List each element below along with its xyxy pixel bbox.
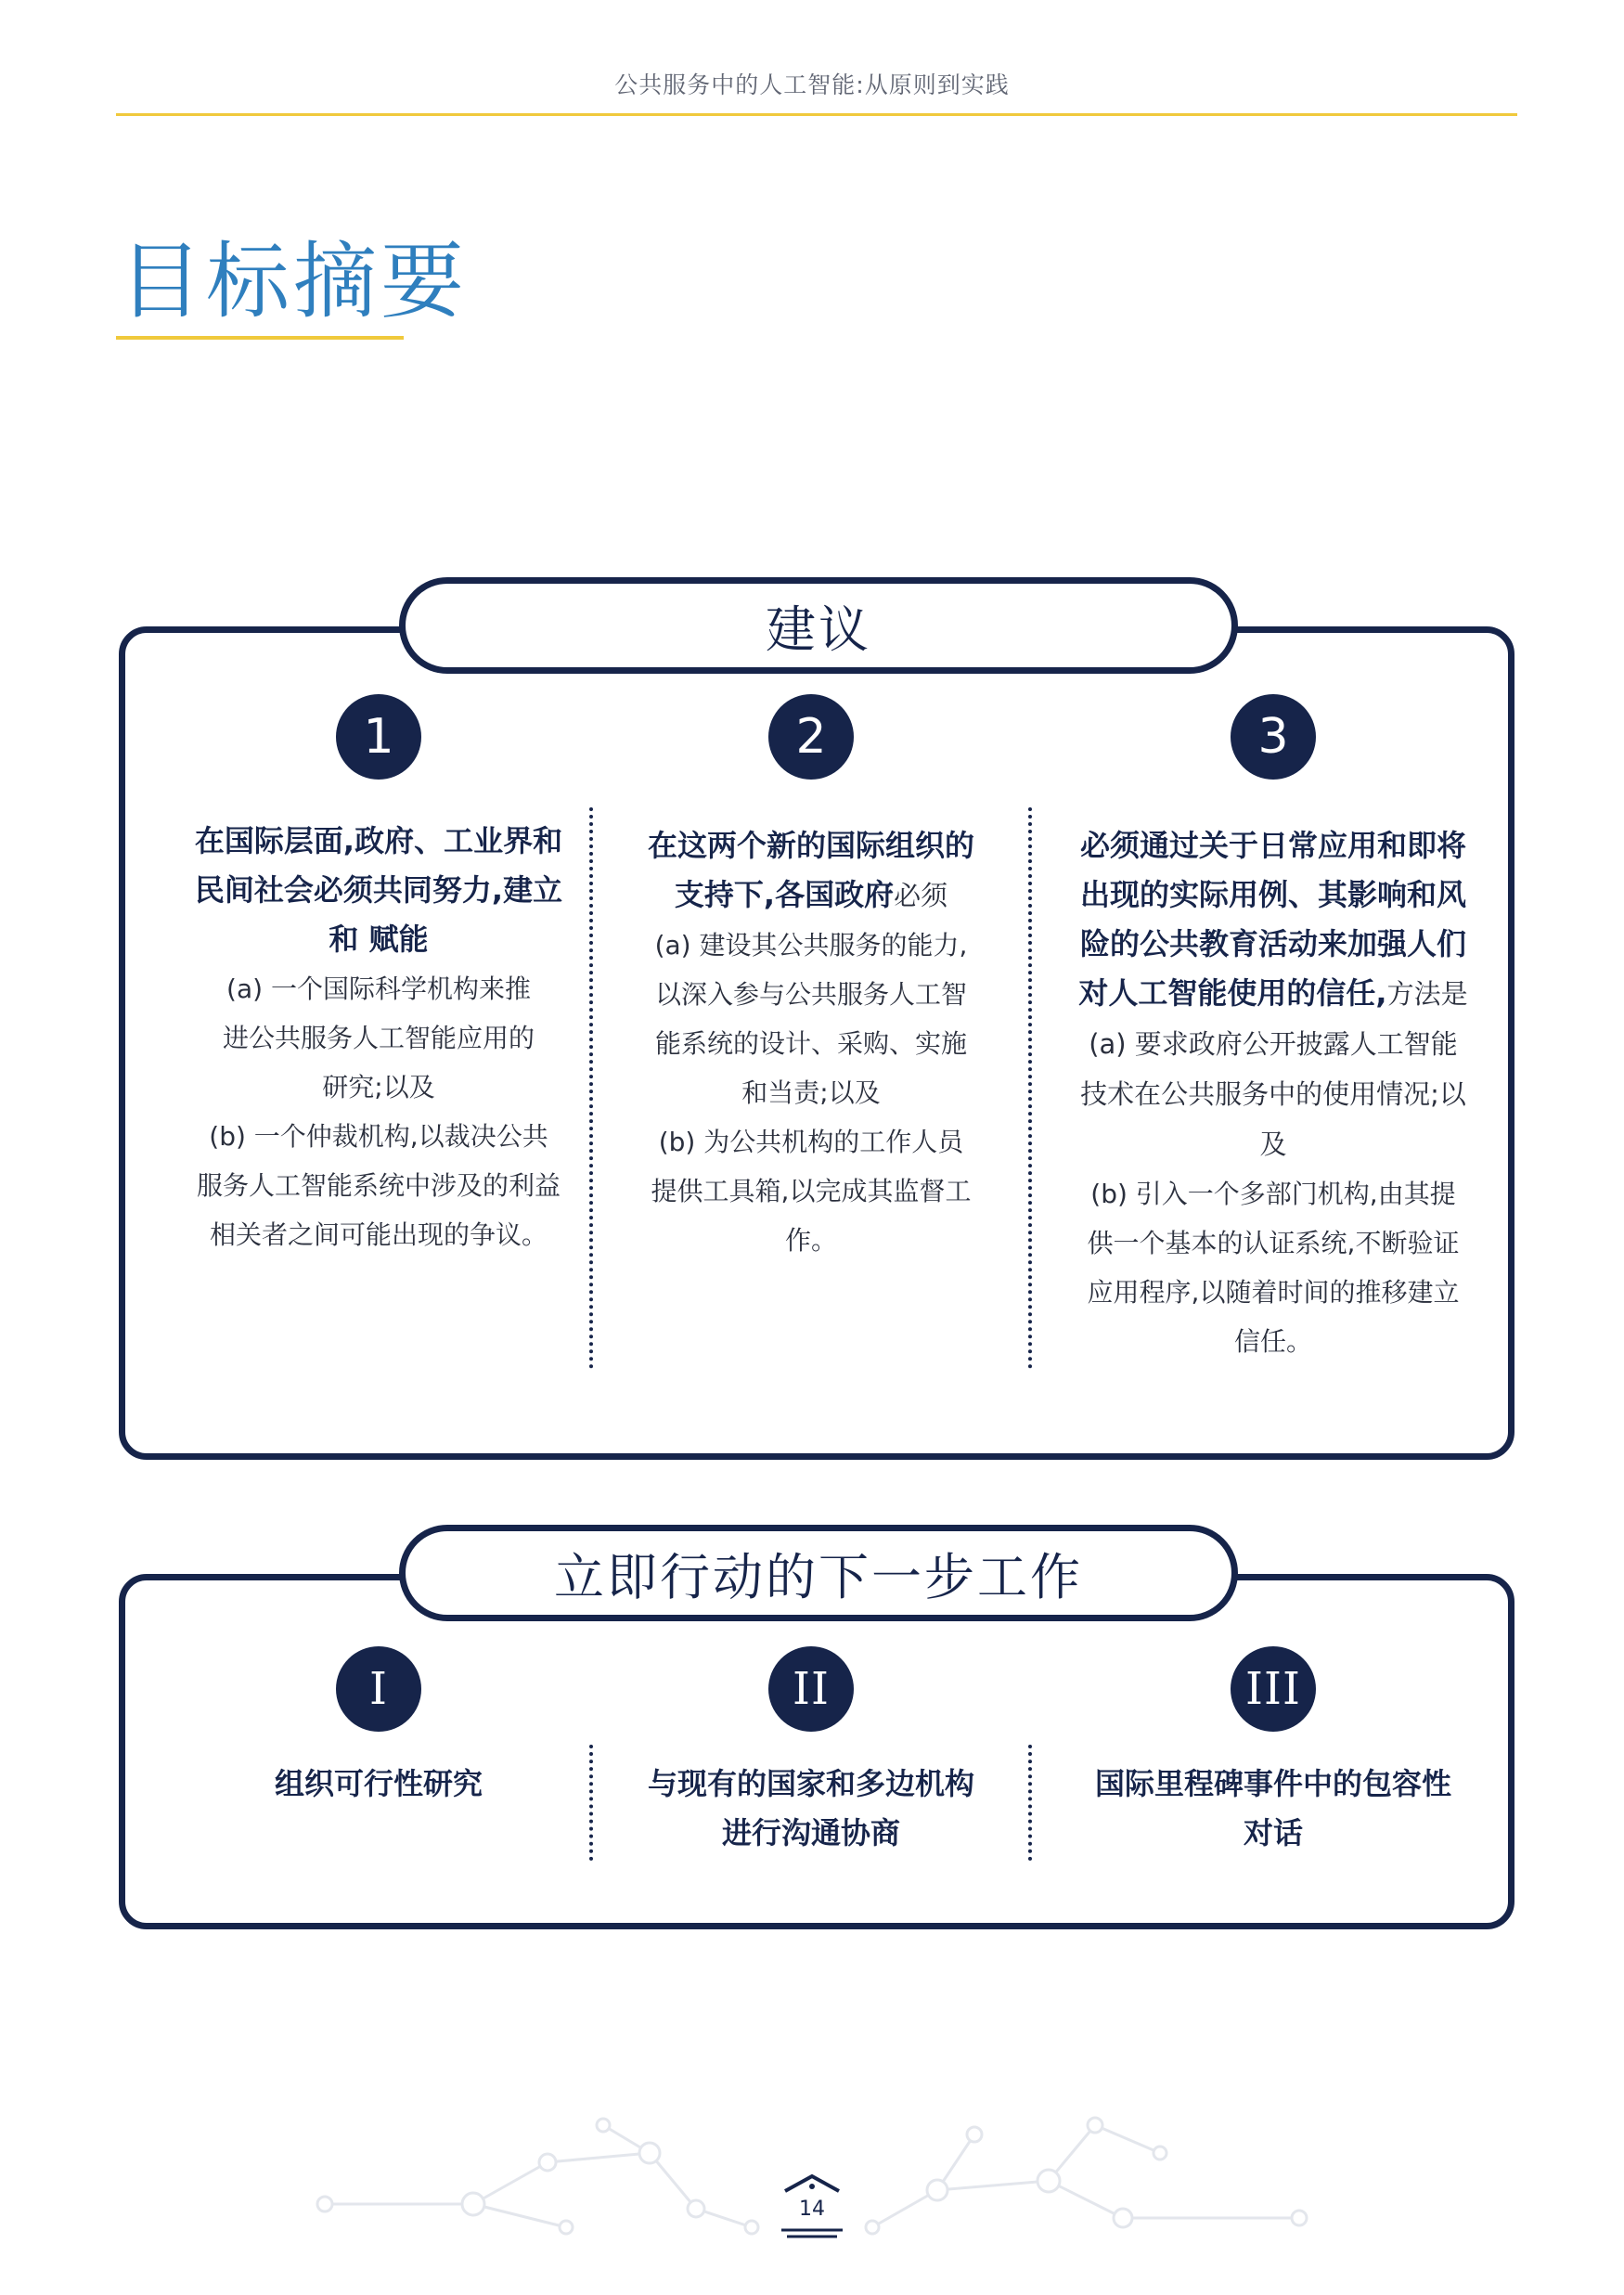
numeral-badge: II xyxy=(768,1646,854,1732)
recommendation-3 xyxy=(1078,694,1468,1366)
recommendation-item-b: (b) 为公共机构的工作人员提供工具箱,以完成其监督工作。 xyxy=(651,1127,972,1256)
recommendations-title: 建议 xyxy=(399,577,1238,674)
number-badge: 2 xyxy=(768,694,854,780)
dotted-divider xyxy=(1028,1745,1032,1861)
recommendation-item-a: (a) 一个国际科学机构来推进公共服务人工智能应用的研究;以及 xyxy=(222,973,535,1102)
recommendation-item-b: (b) 一个仲裁机构,以裁决公共服务人工智能系统中涉及的利益相关者之间可能出现的争议。 xyxy=(197,1121,561,1250)
recommendation-2 xyxy=(616,694,1006,1265)
recommendation-1 xyxy=(184,694,574,1259)
next-step-label: 组织可行性研究 xyxy=(274,1766,483,1801)
next-step-1 xyxy=(184,1646,574,1809)
dotted-divider xyxy=(1028,807,1032,1369)
number-badge: 1 xyxy=(336,694,421,780)
next-step-3 xyxy=(1078,1646,1468,1858)
recommendation-heading: 在国际层面,政府、工业界和民间社会必须共同努力,建立和 赋能 xyxy=(194,823,563,957)
number-badge: 3 xyxy=(1231,694,1316,780)
dotted-divider xyxy=(589,807,593,1369)
next-step-label: 国际里程碑事件中的包容性对话 xyxy=(1094,1766,1451,1850)
page-number: 14 xyxy=(799,2198,825,2221)
recommendation-heading: 必须通过关于日常应用和即将出现的实际用例、其影响和风险的公共教育活动来加强人们对人工智能使用的信任,方法是 (a) 要求政府公开披露人工智能技术在公共服务中的使用情况;以及 xyxy=(1078,828,1468,1160)
header-rule xyxy=(116,113,1517,116)
next-steps-title: 立即行动的下一步工作 xyxy=(399,1525,1238,1621)
page-title: 目标摘要 xyxy=(119,233,468,330)
dotted-divider xyxy=(589,1745,593,1861)
recommendation-item-a: (a) 建设其公共服务的能力,以深入参与公共服务人工智能系统的设计、采购、实施和当责;以及 xyxy=(654,930,968,1108)
next-step-label: 与现有的国家和多边机构进行沟通协商 xyxy=(647,1766,974,1850)
numeral-badge: I xyxy=(336,1646,421,1732)
title-underline xyxy=(116,336,404,340)
recommendation-heading: 在这两个新的国际组织的支持下,各国政府必须 xyxy=(647,828,974,912)
running-header: 公共服务中的人工智能:从原则到实践 xyxy=(614,71,1010,98)
recommendation-item-b: (b) 引入一个多部门机构,由其提供一个基本的认证系统,不断验证应用程序,以随着时间的推移建立信任。 xyxy=(1087,1179,1460,1357)
next-step-2 xyxy=(616,1646,1006,1858)
numeral-badge: III xyxy=(1231,1646,1316,1732)
